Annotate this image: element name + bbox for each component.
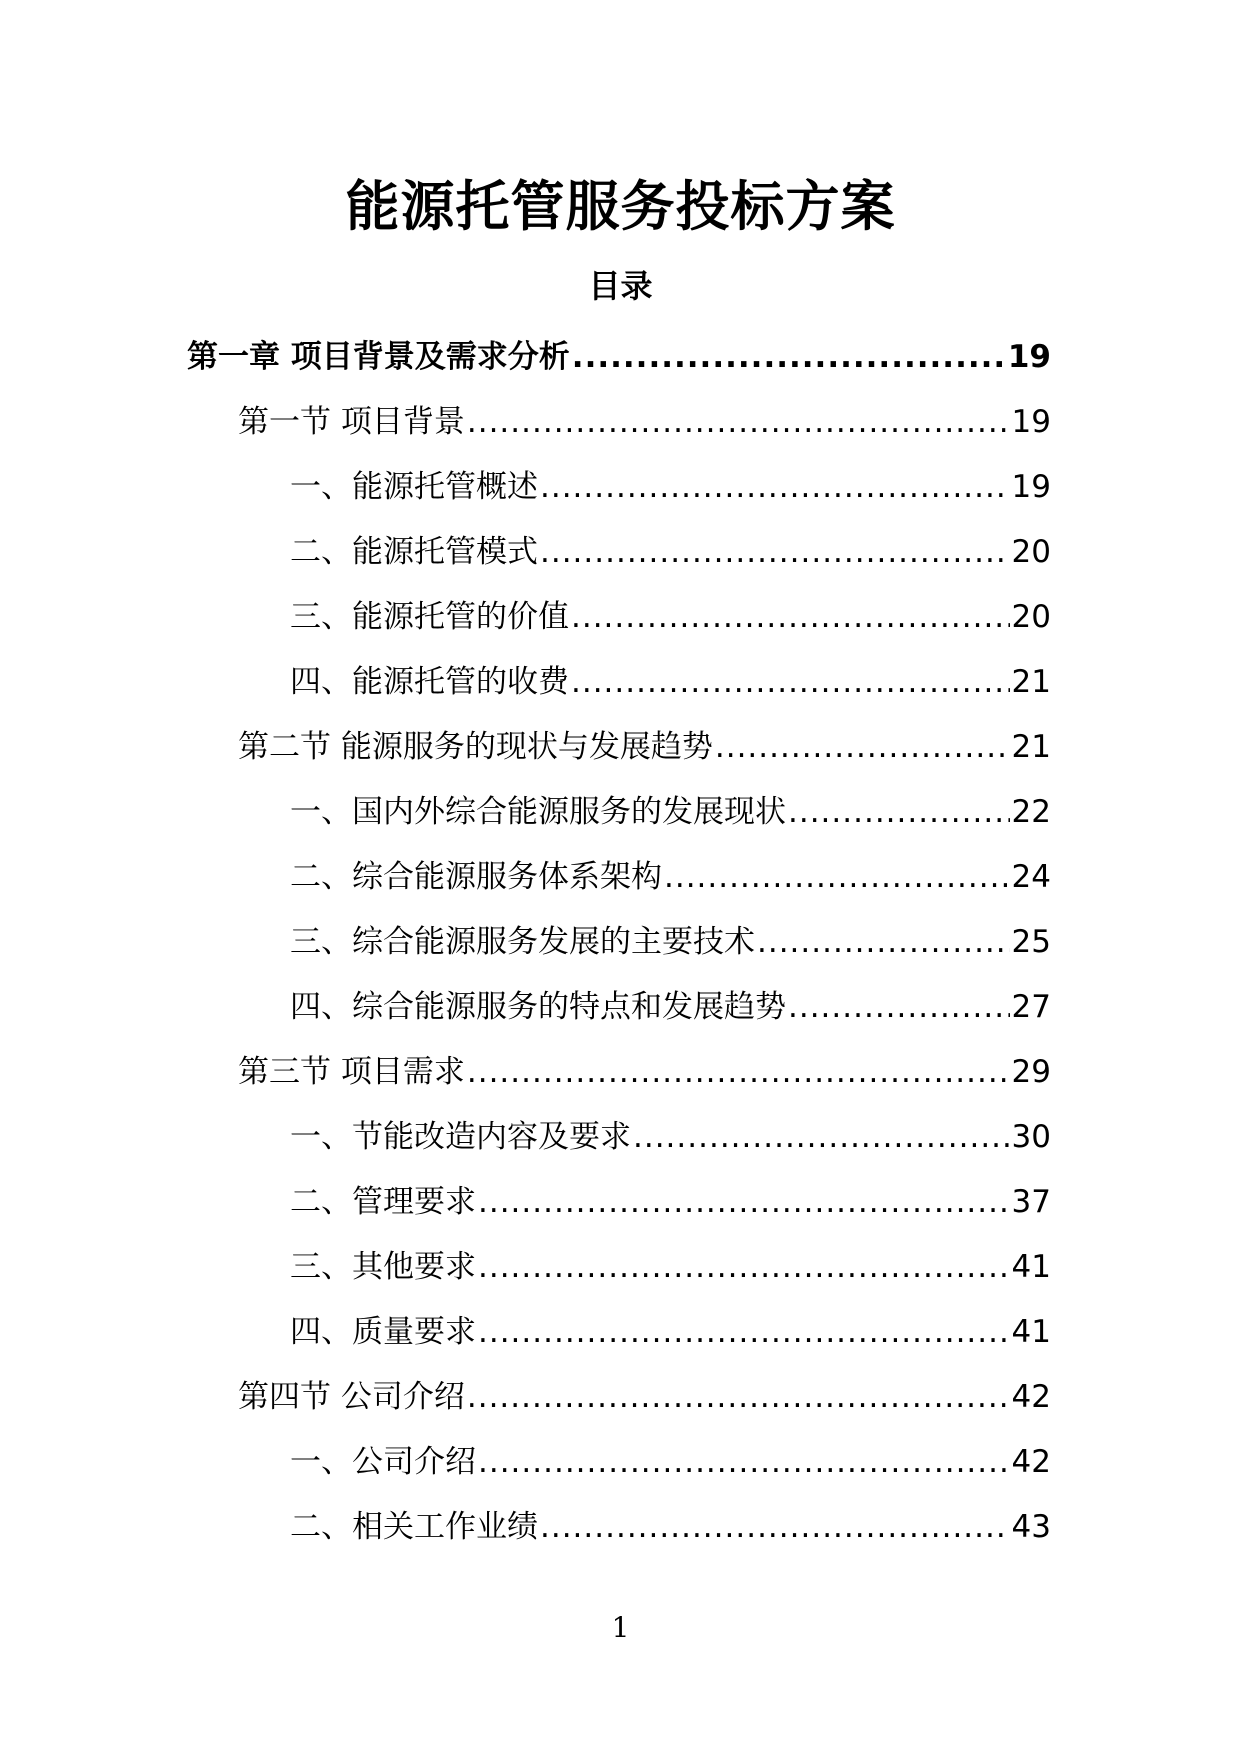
toc-entry-title: 四、质量要求 <box>290 1313 476 1350</box>
toc-entry-subsection[interactable] <box>0 1299 1241 1364</box>
toc-entry-subsection[interactable] <box>0 779 1241 844</box>
toc-entry-page: 20 <box>1011 598 1051 635</box>
toc-entry-page: 25 <box>1011 923 1051 960</box>
toc-entry-page: 37 <box>1011 1183 1051 1220</box>
toc-dot-leader <box>467 1375 1010 1419</box>
toc-entry-page: 42 <box>1011 1378 1051 1415</box>
toc-dot-leader <box>571 660 1010 704</box>
toc-entry-title: 第三节 项目需求 <box>238 1053 465 1090</box>
toc-entry-title: 一、公司介绍 <box>290 1443 476 1480</box>
toc-entry-page: 27 <box>1011 988 1051 1025</box>
toc-dot-leader <box>571 595 1010 639</box>
toc-entry-subsection[interactable] <box>0 1494 1241 1559</box>
toc-entry-page: 21 <box>1011 728 1051 765</box>
toc-entry-subsection[interactable] <box>0 1429 1241 1494</box>
toc-dot-leader <box>664 855 1010 899</box>
toc-heading: 目录 <box>588 267 653 305</box>
toc-entry-section[interactable] <box>0 1039 1241 1104</box>
toc-dot-leader <box>633 1115 1010 1159</box>
toc-entry-page: 41 <box>1011 1248 1051 1285</box>
toc-entry-title: 一、节能改造内容及要求 <box>290 1118 631 1155</box>
toc-entry-title: 第一章 项目背景及需求分析 <box>187 338 570 375</box>
toc-entry-page: 42 <box>1011 1443 1051 1480</box>
toc-entry-page: 30 <box>1011 1118 1051 1155</box>
toc-entry-page: 24 <box>1011 858 1051 895</box>
table-of-contents <box>0 324 1241 1559</box>
toc-entry-section[interactable] <box>0 714 1241 779</box>
toc-entry-title: 三、综合能源服务发展的主要技术 <box>290 923 755 960</box>
toc-entry-title: 二、综合能源服务体系架构 <box>290 858 662 895</box>
toc-dot-leader <box>757 920 1010 964</box>
toc-entry-subsection[interactable] <box>0 909 1241 974</box>
toc-entry-subsection[interactable] <box>0 1104 1241 1169</box>
toc-entry-subsection[interactable] <box>0 454 1241 519</box>
toc-entry-subsection[interactable] <box>0 1169 1241 1234</box>
toc-dot-leader <box>540 1505 1010 1549</box>
toc-entry-title: 四、能源托管的收费 <box>290 663 569 700</box>
toc-dot-leader <box>572 335 1006 379</box>
toc-entry-page: 22 <box>1011 793 1051 830</box>
toc-entry-title: 四、综合能源服务的特点和发展趋势 <box>290 988 786 1025</box>
toc-entry-title: 二、相关工作业绩 <box>290 1508 538 1545</box>
toc-dot-leader <box>467 400 1010 444</box>
toc-entry-page: 19 <box>1007 338 1051 375</box>
toc-dot-leader <box>478 1440 1010 1484</box>
toc-dot-leader <box>478 1180 1010 1224</box>
toc-entry-page: 41 <box>1011 1313 1051 1350</box>
toc-entry-title: 二、能源托管模式 <box>290 533 538 570</box>
toc-entry-subsection[interactable] <box>0 584 1241 649</box>
toc-entry-section[interactable] <box>0 1364 1241 1429</box>
page-number: 1 <box>611 1611 630 1644</box>
toc-entry-page: 43 <box>1011 1508 1051 1545</box>
toc-entry-subsection[interactable] <box>0 974 1241 1039</box>
toc-entry-page: 21 <box>1011 663 1051 700</box>
toc-entry-subsection[interactable] <box>0 844 1241 909</box>
toc-dot-leader <box>540 465 1010 509</box>
toc-dot-leader <box>715 725 1010 769</box>
toc-entry-title: 一、能源托管概述 <box>290 468 538 505</box>
toc-entry-title: 二、管理要求 <box>290 1183 476 1220</box>
toc-dot-leader <box>467 1050 1010 1094</box>
toc-entry-title: 第四节 公司介绍 <box>238 1378 465 1415</box>
toc-entry-page: 29 <box>1011 1053 1051 1090</box>
toc-entry-subsection[interactable] <box>0 519 1241 584</box>
toc-entry-section[interactable] <box>0 389 1241 454</box>
toc-dot-leader <box>478 1310 1010 1354</box>
toc-entry-subsection[interactable] <box>0 1234 1241 1299</box>
toc-entry-page: 19 <box>1011 468 1051 505</box>
toc-entry-title: 一、国内外综合能源服务的发展现状 <box>290 793 786 830</box>
toc-entry-title: 第二节 能源服务的现状与发展趋势 <box>238 728 713 765</box>
toc-entry-title: 三、能源托管的价值 <box>290 598 569 635</box>
toc-entry-page: 20 <box>1011 533 1051 570</box>
toc-entry-chapter-1[interactable] <box>0 324 1241 389</box>
toc-entry-page: 19 <box>1011 403 1051 440</box>
toc-dot-leader <box>788 985 1010 1029</box>
document-title: 能源托管服务投标方案 <box>345 175 896 238</box>
toc-entry-title: 三、其他要求 <box>290 1248 476 1285</box>
toc-entry-subsection[interactable] <box>0 649 1241 714</box>
toc-dot-leader <box>478 1245 1010 1289</box>
toc-entry-title: 第一节 项目背景 <box>238 403 465 440</box>
toc-dot-leader <box>788 790 1010 834</box>
toc-dot-leader <box>540 530 1010 574</box>
